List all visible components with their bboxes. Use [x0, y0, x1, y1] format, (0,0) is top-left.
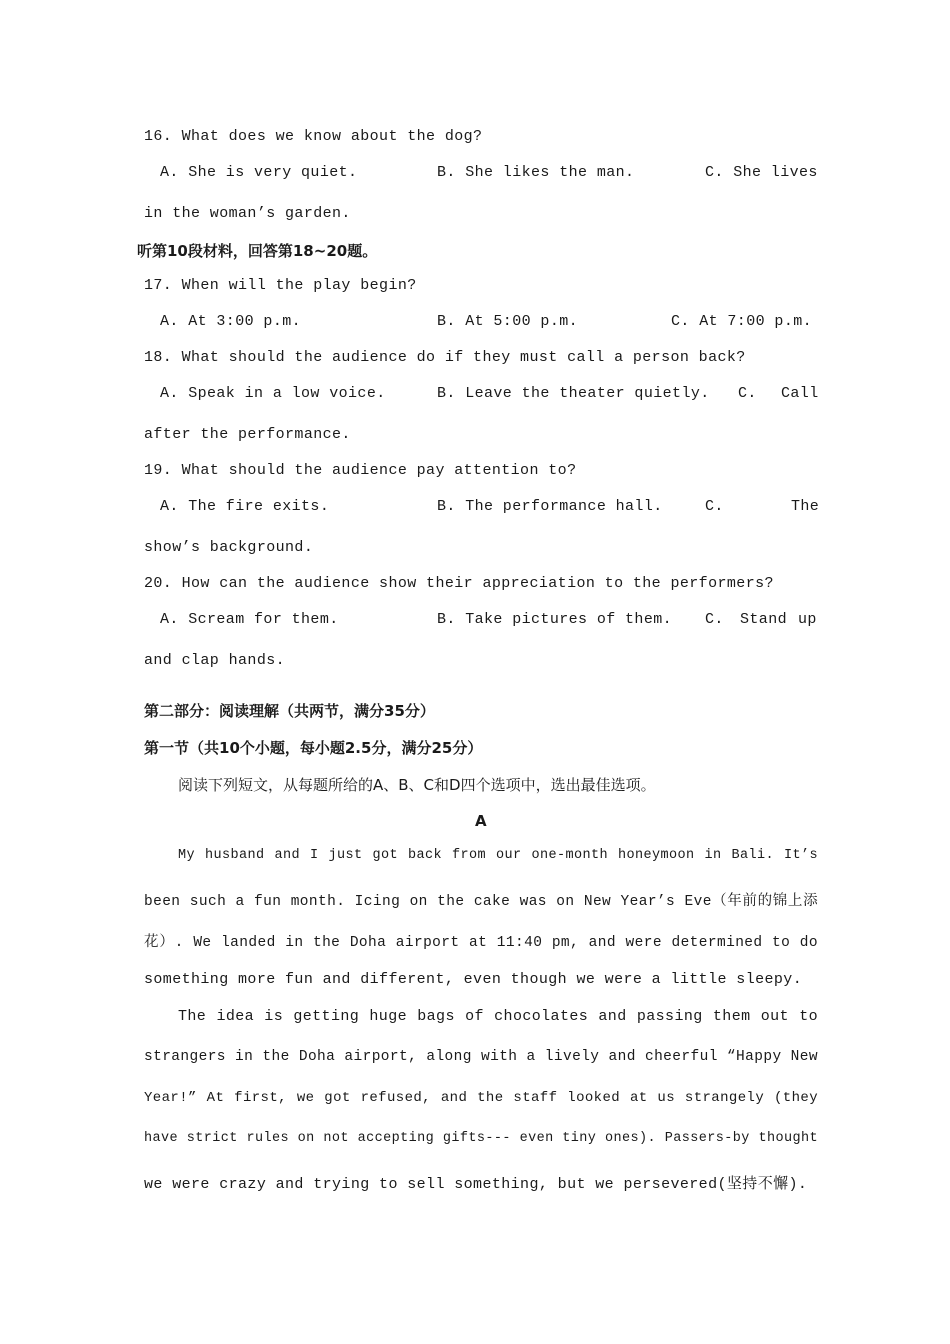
part2-section1-title: 第一节（共10个小题，每小题2.5分，满分25分） — [144, 739, 483, 757]
q20-option-a: A. Scream for them. — [160, 611, 339, 628]
passage-line: have strict rules on not accepting gifts--- even tiny ones). Passers-by thought — [144, 1131, 818, 1146]
q16-question: 16. What does we know about the dog? — [144, 128, 483, 145]
q18-option-c-word: Call — [781, 385, 819, 402]
q16-option-c: C. She lives — [705, 164, 818, 181]
q20-option-c-word1: Stand — [740, 611, 788, 628]
passage-line: Year!” At first, we got refused, and the staff looked at us strangely (they — [144, 1090, 818, 1106]
section-10-header: 听第10段材料，回答第18~20题。 — [137, 242, 378, 260]
q19-question: 19. What should the audience pay attention to? — [144, 462, 577, 479]
q19-option-c-word: The — [791, 498, 820, 515]
part2-title: 第二部分：阅读理解（共两节，满分35分） — [144, 702, 435, 720]
q17-option-a: A. At 3:00 p.m. — [160, 313, 302, 330]
q17-option-b: B. At 5:00 p.m. — [437, 313, 579, 330]
q20-question: 20. How can the audience show their appreciation to the performers? — [144, 575, 774, 592]
q19-option-a: A. The fire exits. — [160, 498, 330, 515]
q16-option-a: A. She is very quiet. — [160, 164, 358, 181]
passage-line: been such a fun month. Icing on the cake was on New Year’s Eve（年前的锦上添 — [144, 894, 818, 910]
q16-option-c-continued: in the woman’s garden. — [144, 205, 351, 222]
q20-option-c-letter: C. — [705, 611, 724, 628]
passage-line: My husband and I just got back from our one-month honeymoon in Bali. It’s — [178, 848, 818, 863]
passage-line: The idea is getting huge bags of chocolates and passing them out to — [178, 1008, 818, 1025]
q18-option-c-continued: after the performance. — [144, 426, 351, 443]
q19-option-c-continued: show’s background. — [144, 539, 314, 556]
q18-option-a: A. Speak in a low voice. — [160, 385, 386, 402]
passage-line: something more fun and different, even though we were a little sleepy. — [144, 971, 803, 988]
reading-instruction: 阅读下列短文，从每题所给的A、B、C和D四个选项中，选出最佳选项。 — [178, 776, 656, 794]
q17-option-c: C. At 7:00 p.m. — [671, 313, 813, 330]
q19-option-c-letter: C. — [705, 498, 724, 515]
passage-line: strangers in the Doha airport, along with a lively and cheerful “Happy New — [144, 1049, 818, 1065]
q16-option-b: B. She likes the man. — [437, 164, 635, 181]
passage-line: 花）. We landed in the Doha airport at 11:40 pm, and were determined to do — [144, 935, 818, 951]
q17-question: 17. When will the play begin? — [144, 277, 417, 294]
q20-option-c-word2: up — [798, 611, 817, 628]
passage-label: A — [475, 812, 487, 830]
q18-question: 18. What should the audience do if they must call a person back? — [144, 349, 746, 366]
q18-option-b: B. Leave the theater quietly. — [437, 385, 710, 402]
q19-option-b: B. The performance hall. — [437, 498, 663, 515]
q18-option-c-letter: C. — [738, 385, 757, 402]
q20-option-c-continued: and clap hands. — [144, 652, 286, 669]
q20-option-b: B. Take pictures of them. — [437, 611, 673, 628]
passage-line: we were crazy and trying to sell something, but we persevered(坚持不懈). — [144, 1176, 808, 1193]
